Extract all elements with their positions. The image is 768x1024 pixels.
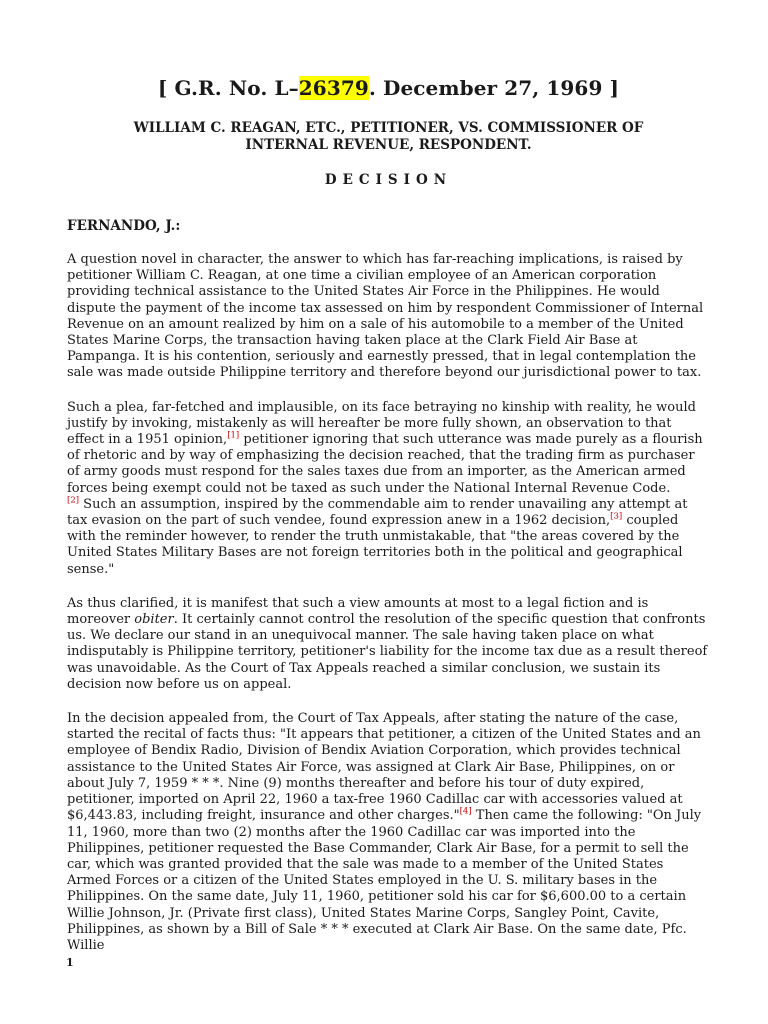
title-suffix: . December 27, 1969 ] <box>368 76 620 100</box>
footnote-link-2[interactable]: [2] <box>67 495 80 506</box>
footnote-link-1[interactable]: [1] <box>227 430 240 441</box>
ponente: FERNANDO, J.: <box>67 218 181 234</box>
parties-line-2: INTERNAL REVENUE, RESPONDENT. <box>245 137 532 153</box>
case-parties <box>67 120 710 154</box>
highlighted-case-number: 26379 <box>298 76 369 100</box>
paragraph-1-text: A question novel in character, the answer to which has far-reaching implications, is raised by petitioner William C. Reagan, at one time a civilian employee of an American corporation providing technical assistance to the United States Air Force in the Philippines. He would dispute the payment of the income tax assessed on him by respondent Commissioner of Internal Revenue on an amount realized by him on a sale of his automobile to a member of the United States Marine Corps, the transaction having taken place at the Clark Field Air Base at Pampanga. It is his contention, seriously and earnestly pressed, that in legal contemplation the sale was made outside Philippine territory and therefore beyond our jurisdictional power to tax. <box>67 252 704 381</box>
paragraph-2-text-a: Such a plea, far-fetched and implausible, on its face betraying no kinship with reality, he would justify by invoking, mistakenly as will hereafter be more fully shown, an observation to that effect in a 1951 opinion, <box>67 399 696 448</box>
paragraph-3-italic: obiter <box>134 612 174 628</box>
title-prefix: [ G.R. No. L– <box>157 76 299 100</box>
paragraph-2-text-b: petitioner ignoring that such utterance was made purely as a flourish of rhetoric and by way of emphasizing the decision reached, that the trading firm as purchaser of army goods must respond for the sales taxes due from an importer, as the American armed forces being exempt could not be taxed as such under the National Internal Revenue Code. <box>67 432 703 496</box>
paragraph-3-text-b: . It certainly cannot control the resolution of the specific question that confronts us. We declare our stand in an unequivocal manner. The sale having taken place on what indisputably is Philippine territory, petitioner's liability for the income tax due as a result thereof was unavoidable. As the Court of Tax Appeals reached a similar conclusion, we sustain its decision now before us on appeal. <box>67 612 708 692</box>
paragraph-4-text-b: Then came the following: "On July 11, 1960, more than two (2) months after the 1960 Cadillac car was imported into the Philippines, petitioner requested the Base Commander, Clark Air Base, for a permit to sell the car, which was granted provided that the sale was made to a member of the United States Armed Forces or a citizen of the United States employed in the U. S. military bases in the Philippines. On the same date, July 11, 1960, petitioner sold his car for $6,600.00 to a certain Willie Johnson, Jr. (Private first class), United States Marine Corps, Sangley Point, Cavite, Philippines, as shown by a Bill of Sale * * * executed at Clark Air Base. On the same date, Pfc. Willie <box>67 808 702 953</box>
footnote-link-4[interactable]: [4] <box>459 806 472 817</box>
paragraph-1 <box>67 252 710 382</box>
decision-heading: DECISION <box>324 172 453 188</box>
case-title <box>67 74 710 102</box>
parties-line-1: WILLIAM C. REAGAN, ETC., PETITIONER, VS. COMMISSIONER OF <box>133 120 644 136</box>
paragraph-4 <box>67 711 710 954</box>
paragraph-3 <box>67 596 710 693</box>
paragraph-2-text-d: coupled with the reminder however, to render the truth unmistakable, that "the areas covered by the United States Military Bases are not foreign territories both in the political and geographical sense." <box>67 513 683 577</box>
paragraph-2-text-c: Such an assumption, inspired by the commendable aim to render unavailing any attempt at tax evasion on the part of such vendee, found expression anew in a 1962 decision, <box>67 496 688 529</box>
paragraph-4-text-a: In the decision appealed from, the Court of Tax Appeals, after stating the nature of the case, started the recital of facts thus: "It appears that petitioner, a citizen of the United States and an employee of Bendix Radio, Division of Bendix Aviation Corporation, which provides technical assistance to the United States Air Force, was assigned at Clark Air Base, Philippines, on or about July 7, 1959 * * *. Nine (9) months thereafter and before his tour of duty expired, petitioner, imported on April 22, 1960 a tax-free 1960 Cadillac car with accessories valued at $6,443.83, including freight, insurance and other charges." <box>67 711 701 824</box>
footnote-link-3[interactable]: [3] <box>610 511 623 522</box>
paragraph-3-text-a: As thus clarified, it is manifest that such a view amounts at most to a legal fiction and is moreover <box>67 595 649 628</box>
page-number: 1 <box>66 956 74 969</box>
paragraph-2 <box>67 400 710 578</box>
